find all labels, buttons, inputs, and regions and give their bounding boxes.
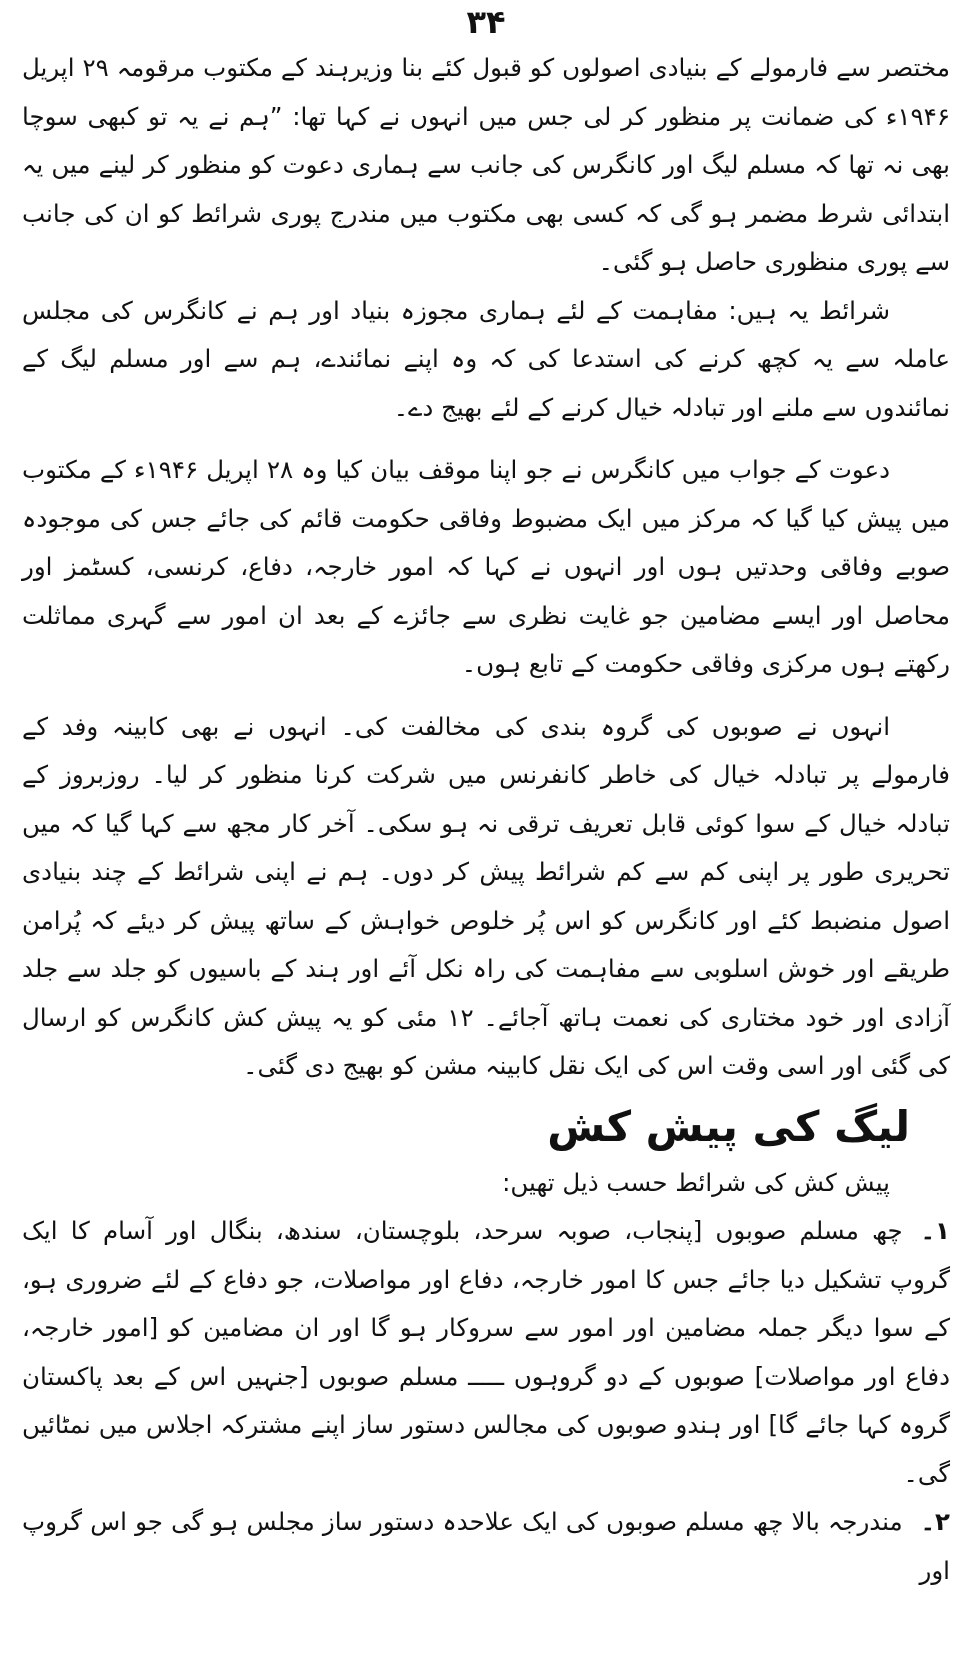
page-number: ۳۴ — [466, 3, 506, 41]
list-item-1 — [22, 1207, 950, 1498]
list-intro: پیش کش کی شرائط حسب ذیل تھیں: — [502, 1167, 890, 1197]
paragraph-3: دعوت کے جواب میں کانگرس نے جو اپنا موقف بیان کیا وہ ۲۸ اپریل ۱۹۴۶ء کے مکتوب میں پیش کیا گیا کہ مرکز میں ایک مضبوط وفاقی حکومت قائم کی جائے جس کی موجودہ صوبے وفاقی وحدتیں ہوں اور انہوں نے کہا کہ امور خارجہ، دفاع، کرنسی، کسٹمز اور محاصل اور ایسے مضامین جو غایت نظری سے جائزے کے بعد ان امور سے گہری مماثلت رکھتے ہوں مرکزی وفاقی حکومت کے تابع ہوں۔ — [22, 455, 950, 678]
list-item-text: مندرجہ بالا چھ مسلم صوبوں کی ایک علاحدہ دستور ساز مجلس ہو گی جو اس گروپ اور — [22, 1507, 950, 1585]
list-item-text: چھ مسلم صوبوں [پنجاب، صوبہ سرحد، بلوچستان، سندھ، بنگال اور آسام کا ایک گروپ تشکیل دیا جائے جس کا امور خارجہ، دفاع اور مواصلات، جو دفاع کے لئے ضروری ہو، کے سوا دیگر جملہ مضامین اور امور سے سروکار ہو گا اور ان مضامین کو [امور خارجہ، دفاع اور مواصلات] صوبوں کے دو گروہوں ـــــ مسلم صوبوں [جنہیں اس کے بعد پاکستان گروہ کہا جائے گا] اور ہندو صوبوں کی مجالس دستور ساز اپنے مشترکہ اجلاس میں نمٹائیں گی۔ — [22, 1216, 950, 1488]
paragraph-4: انہوں نے صوبوں کی گروہ بندی کی مخالفت کی۔ انہوں نے بھی کابینہ وفد کے فارمولے پر تبادلہ خیال کی خاطر کانفرنس میں شرکت کرنا منظور کر لیا۔ روزبروز کے تبادلہ خیال کے سوا کوئی قابل تعریف ترقی نہ ہو سکی۔ آخر کار مجھ سے کہا گیا کہ میں تحریری طور پر اپنی کم سے کم شرائط پیش کر دوں۔ ہم نے اپنی شرائط کے چند بنیادی اصول منضبط کئے اور کانگرس کو اس پُر خلوص خواہش کے ساتھ پیش کر دیئے کہ پُرامن طریقے اور خوش اسلوبی سے مفاہمت کی راہ نکل آئے اور ہند کے باسیوں کو جلد سے جلد آزادی اور خود مختاری کی نعمت ہاتھ آجائے۔ ۱۲ مئی کو یہ پیش کش کانگرس کو ارسال کی گئی اور اسی وقت اس کی ایک نقل کابینہ مشن کو بھیج دی گئی۔ — [22, 711, 950, 1080]
paragraph-1: مختصر سے فارمولے کے بنیادی اصولوں کو قبول کئے بنا وزیرہند کے مکتوب مرقومہ ۲۹ اپریل ۱۹۴۶ء کی ضمانت پر منظور کر لی جس میں انہوں نے کہا تھا: ”ہم نے یہ تو کبھی سوچا بھی نہ تھا کہ مسلم لیگ اور کانگرس کی جانب سے ہماری دعوت کو منظور کر لینے میں یہ ابتدائی شرط مضمر ہو گی کہ کسی بھی مکتوب میں مندرج پوری شرائط کو ان کی جانب سے پوری منظوری حاصل ہو گئی۔ — [22, 53, 950, 276]
list-item-2 — [22, 1498, 950, 1595]
body-text — [22, 44, 950, 1595]
list-item-number: ۲۔ — [920, 1507, 950, 1536]
paragraph-2: شرائط یہ ہیں: مفاہمت کے لئے ہماری مجوزہ بنیاد اور ہم نے کانگرس کی مجلس عاملہ سے یہ کچھ کرنے کی استدعا کی کہ وہ اپنے نمائندے، ہم سے اور مسلم لیگ کے نمائندوں سے ملنے اور تبادلہ خیال کرنے کے لئے بھیج دے۔ — [22, 295, 950, 422]
section-heading: لیگ کی پیش کش — [547, 1101, 910, 1151]
list-item-number: ۱۔ — [920, 1216, 950, 1245]
